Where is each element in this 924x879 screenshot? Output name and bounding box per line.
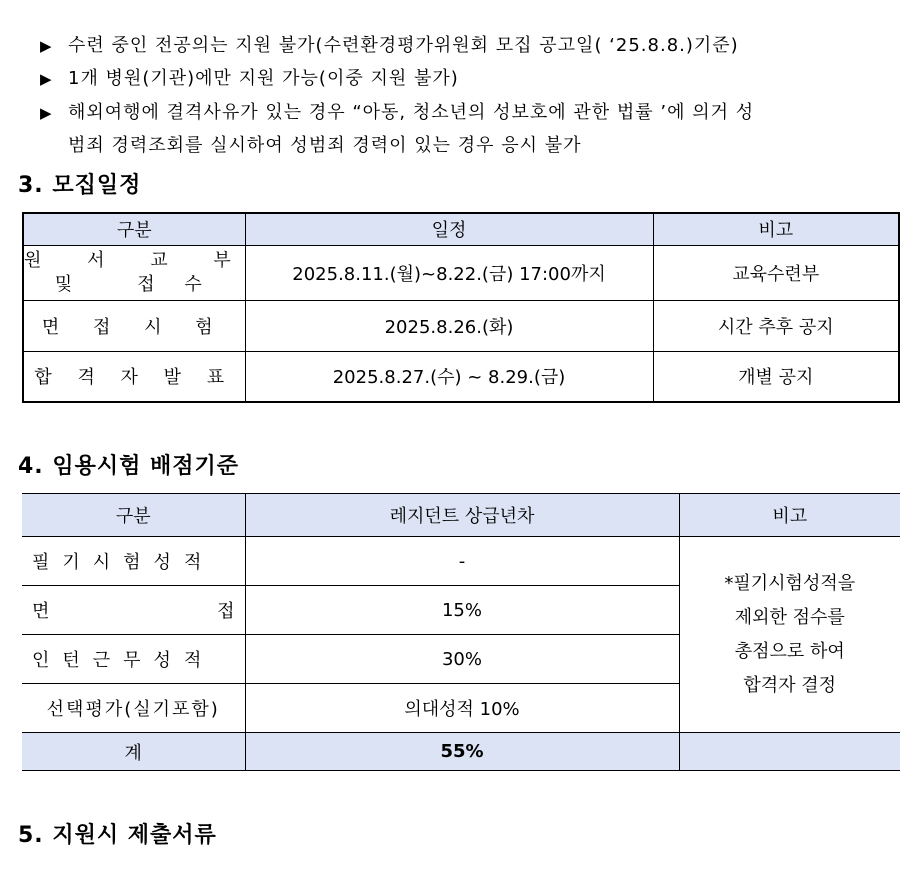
row-label (22, 586, 245, 635)
row-note: 교육수련부 (653, 245, 899, 300)
header-note: 비고 (653, 213, 899, 245)
row-schedule: 2025.8.27.(수) ~ 8.29.(금) (245, 351, 653, 402)
table-row (23, 351, 899, 402)
bullet-item (40, 67, 459, 91)
header-resident: 레지던트 상급년차 (245, 494, 679, 537)
row-label: 인턴근무성적 (22, 635, 245, 684)
bullet-item (40, 34, 739, 58)
triangle-bullet-icon: ▶ (40, 104, 53, 122)
row-note: 시간 추후 공지 (653, 300, 899, 351)
header-note: 비고 (679, 494, 900, 537)
row-note: 개별 공지 (653, 351, 899, 402)
total-value: 55% (245, 733, 679, 771)
row-label-right: 접 (217, 601, 235, 622)
note-line: 제외한 점수를 (734, 606, 845, 628)
row-schedule: 2025.8.26.(화) (245, 300, 653, 351)
bullet-text: 1개 병원(기관)에만 지원 가능(이중 지원 불가) (68, 68, 459, 89)
row-schedule: 2025.8.11.(월)~8.22.(금) 17:00까지 (245, 245, 653, 300)
scoring-table (22, 493, 900, 771)
table-header-row (22, 494, 900, 537)
note-line: 총점으로 하여 (734, 640, 845, 662)
scoring-note (679, 537, 900, 733)
row-value: 의대성적 10% (245, 684, 679, 733)
row-value: 15% (245, 586, 679, 635)
row-label (23, 245, 251, 300)
bullet-continuation: 범죄 경력조회를 실시하여 성범죄 경력이 있는 경우 응시 불가 (68, 135, 582, 156)
bullet-text: 수련 중인 전공의는 지원 불가(수련환경평가위원회 모집 공고일( ‘25.8.8.)기준) (68, 35, 739, 56)
triangle-bullet-icon: ▶ (40, 70, 53, 88)
header-schedule: 일정 (245, 213, 653, 245)
table-row (22, 537, 900, 586)
section-4-title: 4. 임용시험 배점기준 (18, 454, 239, 479)
bullet-item (40, 101, 754, 125)
header-category: 구분 (22, 494, 245, 537)
total-label: 계 (22, 733, 245, 771)
row-label-line1: 원 서 교 부 (24, 249, 251, 271)
table-header-row (23, 213, 899, 245)
triangle-bullet-icon: ▶ (40, 37, 53, 55)
row-label: 필기시험성적 (22, 537, 245, 586)
note-line: *필기시험성적을 (724, 572, 856, 594)
section-3-title: 3. 모집일정 (18, 173, 142, 198)
schedule-table (22, 212, 900, 403)
header-category: 구분 (23, 213, 245, 245)
total-note (679, 733, 900, 771)
bullet-text: 해외여행에 결격사유가 있는 경우 “아동, 청소년의 성보호에 관한 법률 ’에 의거 성 (68, 102, 755, 123)
row-label: 면 접 시 험 (23, 300, 245, 351)
section-5-title: 5. 지원시 제출서류 (18, 823, 217, 848)
row-label: 합 격 자 발 표 (23, 351, 245, 402)
row-label: 선택평가(실기포함) (22, 684, 245, 733)
note-line: 합격자 결정 (743, 674, 837, 696)
table-row (23, 300, 899, 351)
row-label-left: 면 (32, 601, 50, 622)
table-row (23, 245, 899, 300)
row-label-line2: 및 접 수 (54, 273, 214, 295)
row-value: - (245, 537, 679, 586)
row-value: 30% (245, 635, 679, 684)
total-row (22, 733, 900, 771)
